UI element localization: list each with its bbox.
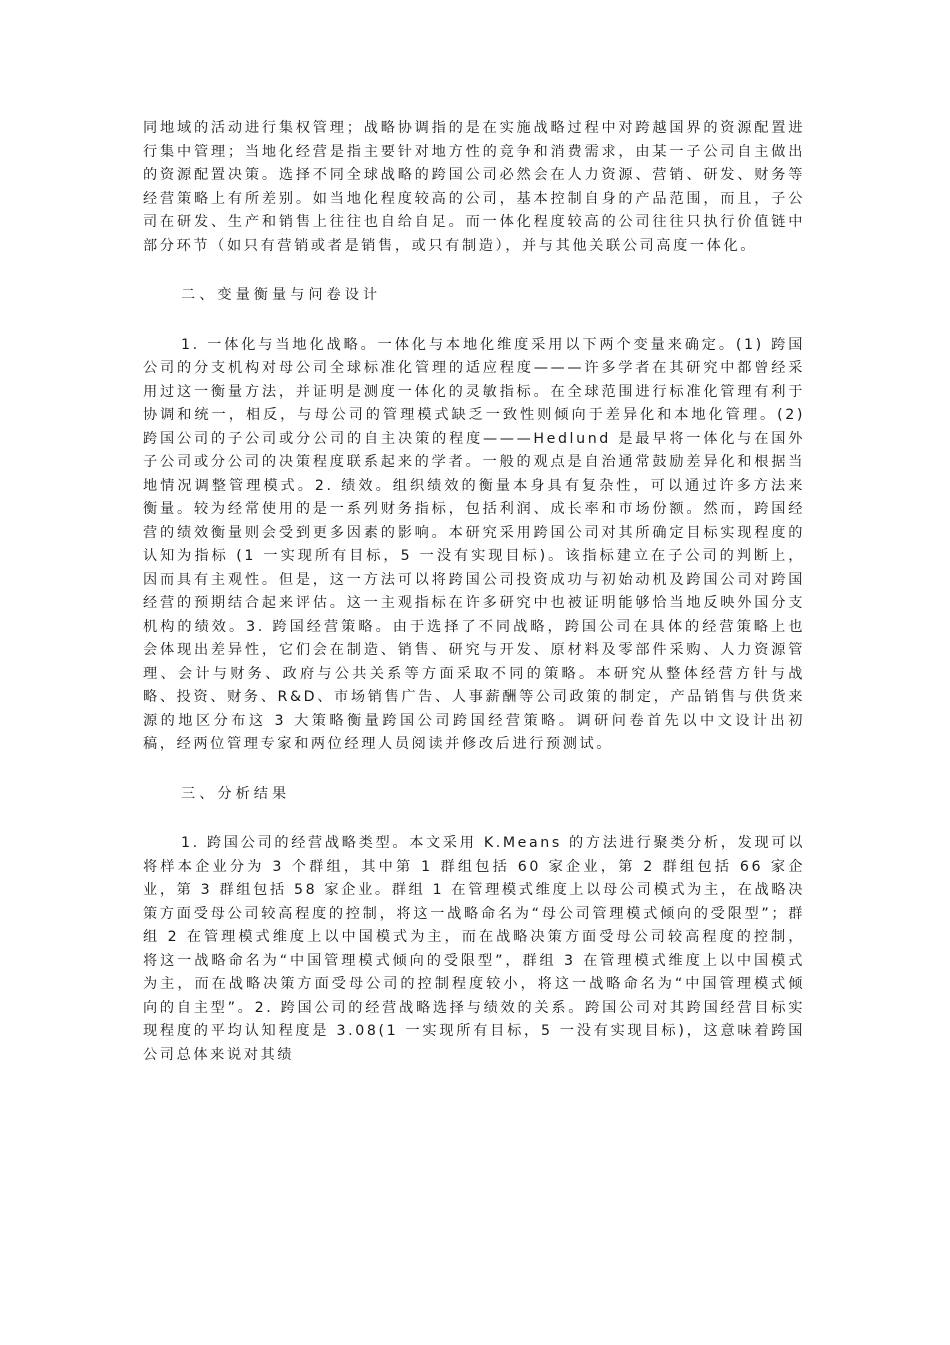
paragraph-analysis-results: 1. 跨国公司的经营战略类型。本文采用 K.Means 的方法进行聚类分析，发现可以将样本企业分为 3 个群组，其中第 1 群组包括 60 家企业，第 2 群组包括 66 家企业，第 3 群组包括 58 家企业。群组 1 在管理模式维度上以母公司模式为主，在战略决策方面受母公司较高程度的控制，将这一战略命名为“母公司管理模式倾向的受限型”；群组 2 在管理模式维度上以中国模式为主，而在战略决策方面受母公司较高程度的控制，将这一战略命名为“中国管理模式倾向的受限型”，群组 3 在管理模式维度上以中国模式为主，而在战略决策方面受母公司的控制程度较小，将这一战略命名为“中国管理模式倾向的自主型”。2. 跨国公司的经营战略选择与绩效的关系。跨国公司对其跨国经营目标实现程度的平均认知程度是 3.08(1 一实现所有目标，5 一没有实现目标)，这意味着跨国公司总体来说对其绩 bbox=[143, 835, 805, 1063]
section-heading-results: 三、分析结果 bbox=[181, 785, 291, 802]
paragraph-strategy-description: 同地域的活动进行集权管理；战略协调指的是在实施战略过程中对跨越国界的资源配置进行集中管理；当地化经营是指主要针对地方性的竞争和消费需求，由某一子公司自主做出的资源配置决策。选择不同全球战略的跨国公司必然会在人力资源、营销、研发、财务等经营策略上有所差别。如当地化程度较高的公司，基本控制自身的产品范围，而且，子公司在研发、生产和销售上往往也自给自足。而一体化程度较高的公司往往只执行价值链中部分环节（如只有营销或者是销售，或只有制造），并与其他关联公司高度一体化。 bbox=[143, 120, 805, 254]
paragraph-variable-measurement: 1. 一体化与当地化战略。一体化与本地化维度采用以下两个变量来确定。(1) 跨国公司的分支机构对母公司全球标准化管理的适应程度———许多学者在其研究中都曾经采用过这一衡量方法，并证明是测度一体化的灵敏指标。在全球范围进行标准化管理有利于协调和统一，相反，与母公司的管理模式缺乏一致性则倾向于差异化和本地化管理。(2) 跨国公司的子公司或分公司的自主决策的程度———Hedlund 是最早将一体化与在国外子公司或分公司的决策程度联系起来的学者。一般的观点是自治通常鼓励差异化和根据当地情况调整管理模式。2. 绩效。组织绩效的衡量本身具有复杂性，可以通过许多方法来衡量。较为经常使用的是一系列财务指标，包括利润、成长率和市场份额。然而，跨国经营的绩效衡量则会受到更多因素的影响。本研究采用跨国公司对其所确定目标实现程度的认知为指标 (1 一实现所有目标，5 一没有实现目标)。该指标建立在子公司的判断上，因而具有主观性。但是，这一方法可以将跨国公司投资成功与初始动机及跨国公司对跨国经营的预期结合起来评估。这一主观指标在许多研究中也被证明能够恰当地反映外国分支机构的绩效。3. 跨国经营策略。由于选择了不同战略，跨国公司在具体的经营策略上也会体现出差异性，它们会在制造、销售、研究与开发、原材料及零部件采购、人力资源管理、会计与财务、政府与公共关系等方面采取不同的策略。本研究从整体经营方针与战略、投资、财务、R&D、市场销售广告、人事薪酬等公司政策的制定，产品销售与供货来源的地区分布这 3 大策略衡量跨国公司跨国经营策略。调研问卷首先以中文设计出初稿，经两位管理专家和两位经理人员阅读并修改后进行预测试。 bbox=[143, 336, 805, 752]
document-page bbox=[143, 117, 805, 1067]
section-heading-variables: 二、变量衡量与问卷设计 bbox=[181, 287, 382, 303]
